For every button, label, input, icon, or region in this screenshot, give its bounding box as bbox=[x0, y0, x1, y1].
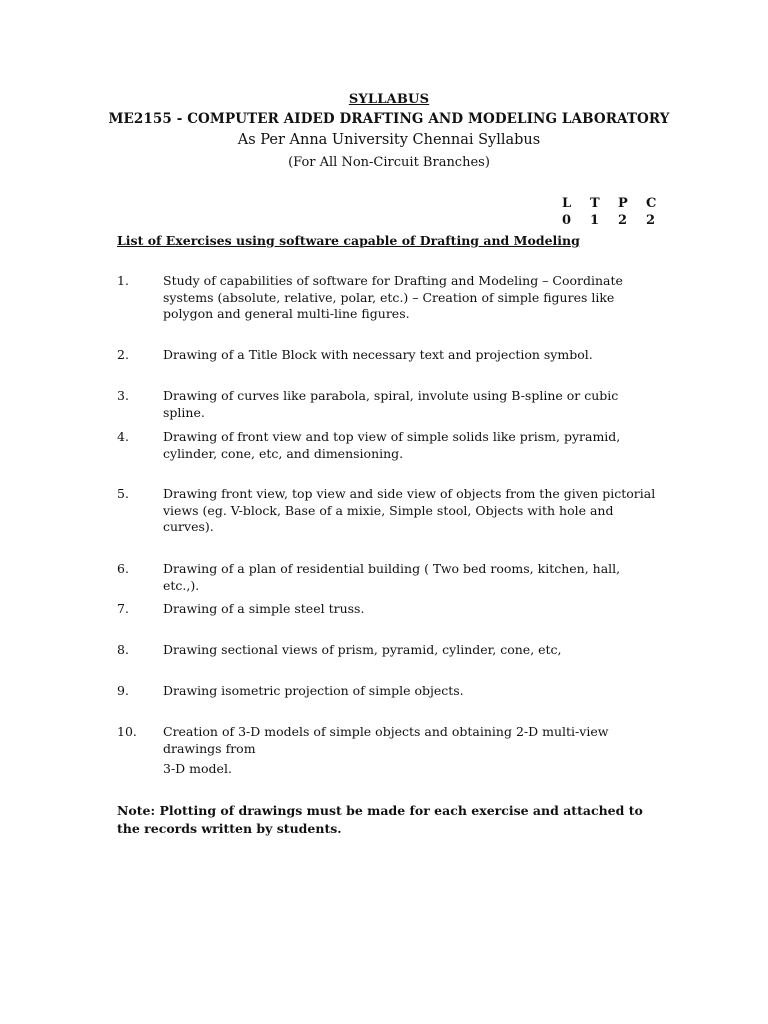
exercise-text: Drawing of front view and top view of simple solids like prism, pyramid, cylinder, cone, etc, and dimensioning. bbox=[163, 429, 621, 461]
ltpc-label-l: L bbox=[562, 196, 572, 211]
ltpc-label-c: C bbox=[646, 196, 657, 211]
ltpc-value-t: 1 bbox=[590, 213, 600, 228]
exercise-number: 10. bbox=[117, 724, 137, 739]
ltpc-values bbox=[562, 212, 674, 229]
note-text: Note: Plotting of drawings must be made for each exercise and attached to the records written by students. bbox=[117, 803, 643, 836]
exercise-item-5 bbox=[117, 486, 657, 536]
ltpc-label-p: P bbox=[618, 196, 628, 211]
ltpc-label-t: T bbox=[590, 196, 600, 211]
exercise-number: 3. bbox=[117, 388, 129, 403]
exercise-list-heading: List of Exercises using software capable of Drafting and Modeling bbox=[117, 233, 580, 248]
ltpc-labels bbox=[562, 195, 674, 212]
exercise-item-4 bbox=[117, 429, 657, 462]
exercise-number: 7. bbox=[117, 601, 129, 616]
exercise-number: 2. bbox=[117, 347, 129, 362]
exercise-number: 6. bbox=[117, 561, 129, 576]
course-title: ME2155 - COMPUTER AIDED DRAFTING AND MODELING LABORATORY bbox=[108, 111, 670, 127]
university-line: As Per Anna University Chennai Syllabus bbox=[237, 132, 541, 148]
exercise-number: 1. bbox=[117, 273, 129, 288]
exercise-text: Drawing front view, top view and side view of objects from the given pictorial views (eg. V-block, Base of a mixie, Simple stool, Objects with hole and curves). bbox=[163, 486, 656, 534]
exercise-text: Creation of 3-D models of simple objects and obtaining 2-D multi-view drawings from bbox=[163, 724, 609, 756]
exercise-number: 8. bbox=[117, 642, 129, 657]
exercise-item-6 bbox=[117, 561, 657, 594]
exercise-text: Drawing of a plan of residential building ( Two bed rooms, kitchen, hall, etc.,). bbox=[163, 561, 621, 593]
exercise-item-8 bbox=[117, 642, 657, 659]
ltpc-table bbox=[562, 195, 674, 229]
ltpc-value-p: 2 bbox=[618, 213, 628, 228]
exercise-text: Study of capabilities of software for Drafting and Modeling – Coordinate systems (absolute, relative, polar, etc.) – Creation of simple figures like polygon and general multi-line figures. bbox=[163, 273, 623, 321]
exercise-item-7 bbox=[117, 601, 657, 618]
ltpc-value-c: 2 bbox=[646, 213, 656, 228]
branches-line: (For All Non-Circuit Branches) bbox=[288, 155, 490, 170]
exercise-text-continuation: 3-D model. bbox=[163, 761, 232, 776]
exercise-text: Drawing of a simple steel truss. bbox=[163, 601, 365, 616]
exercise-text: Drawing isometric projection of simple objects. bbox=[163, 683, 464, 698]
exercise-item-1 bbox=[117, 273, 657, 323]
exercise-number: 9. bbox=[117, 683, 129, 698]
exercise-text: Drawing sectional views of prism, pyramid, cylinder, cone, etc, bbox=[163, 642, 562, 657]
syllabus-heading: SYLLABUS bbox=[348, 92, 430, 107]
exercise-number: 4. bbox=[117, 429, 129, 444]
exercise-item-3 bbox=[117, 388, 657, 421]
exercise-item-2 bbox=[117, 347, 657, 364]
exercise-item-9 bbox=[117, 683, 657, 700]
exercise-text: Drawing of curves like parabola, spiral, involute using B-spline or cubic spline. bbox=[163, 388, 619, 420]
exercise-text: Drawing of a Title Block with necessary text and projection symbol. bbox=[163, 347, 593, 362]
ltpc-value-l: 0 bbox=[562, 213, 572, 228]
exercise-item-10 bbox=[117, 724, 657, 778]
exercise-number: 5. bbox=[117, 486, 129, 501]
